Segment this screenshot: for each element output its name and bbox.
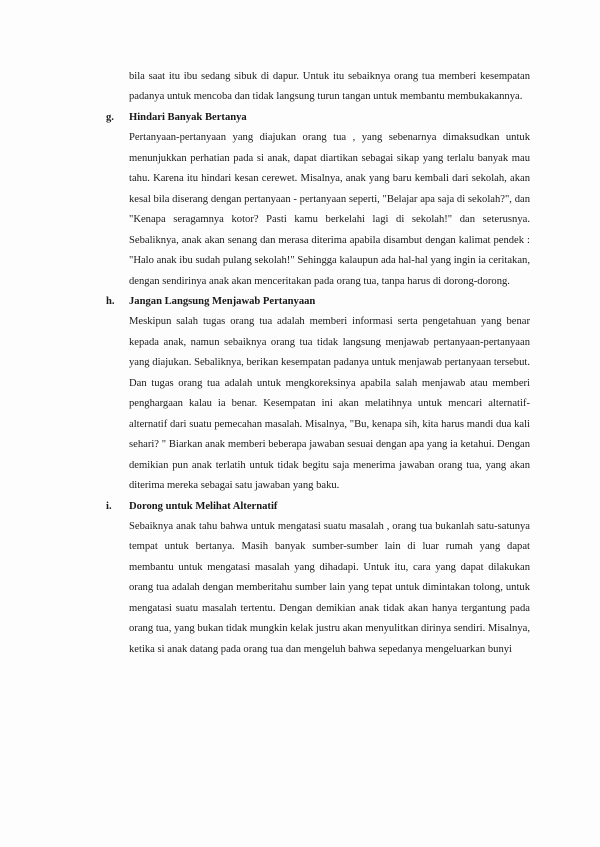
document-body bbox=[106, 67, 530, 660]
section-heading-g bbox=[106, 108, 530, 128]
section-body-g: Pertanyaan-pertanyaan yang diajukan orang tua , yang sebenarnya dimaksudkan untuk menunjukkan perhatian pada si anak, dapat diartikan sebagai sikap yang terlalu banyak mau tahu. Karena itu hindari kesan cerewet. Misalnya, anak yang baru kembali dari sekolah, akan kesal bila diserang dengan pertanyaan - pertanyaan seperti, "Belajar apa saja di sekolah?", dan "Kenapa seragamnya kotor? Pasti kamu berkelahi lagi di sekolah!" dan seterusnya. Sebaliknya, anak akan senang dan merasa diterima apabila disambut dengan kalimat pendek : "Halo anak ibu sudah pulang sekolah!" Sehingga kalaupun ada hal-hal yang ingin ia ceritakan, dengan sendirinya anak akan menceritakan pada orang tua, tanpa harus di dorong-dorong. bbox=[129, 132, 530, 287]
section-heading-i bbox=[106, 497, 530, 517]
intro-paragraph: bila saat itu ibu sedang sibuk di dapur. Untuk itu sebaiknya orang tua memberi kesempatan padanya untuk mencoba dan tidak langsung turun tangan untuk membantu membukakannya. bbox=[129, 71, 530, 103]
section-title: Hindari Banyak Bertanya bbox=[129, 111, 247, 123]
section-letter: i. bbox=[106, 500, 112, 512]
section-body-i: Sebaiknya anak tahu bahwa untuk mengatasi suatu masalah , orang tua bukanlah satu-satunya tempat untuk bertanya. Masih banyak sumber-sumber lain di luar rumah yang dapat membantu untuk mengatasi masalah yang dihadapi. Untuk itu, cara yang dapat dilakukan orang tua adalah dengan memberitahu sumber lain yang tepat untuk dimintakan tolong, untuk mengatasi suatu masalah tertentu. Dengan demikian anak tidak akan hanya tergantung pada orang tua, yang bukan tidak mungkin kelak justru akan menyulitkan dirinya sendiri. Misalnya, ketika si anak datang pada orang tua dan mengeluh bahwa sepedanya mengeluarkan bunyi bbox=[129, 520, 530, 655]
section-letter: g. bbox=[106, 111, 114, 123]
section-letter: h. bbox=[106, 295, 115, 307]
section-title: Dorong untuk Melihat Alternatif bbox=[129, 500, 278, 512]
section-heading-h bbox=[106, 292, 530, 312]
section-title: Jangan Langsung Menjawab Pertanyaan bbox=[129, 295, 316, 307]
section-body-h: Meskipun salah tugas orang tua adalah memberi informasi serta pengetahuan yang benar kepada anak, namun sebaiknya orang tua tidak langsung menjawab pertanyaan-pertanyaan yang diajukan. Sebaliknya, berikan kesempatan padanya untuk menjawab pertanyaan tersebut. Dan tugas orang tua adalah untuk mengkoreksinya apabila salah menjawab atau memberi penghargaan kalau ia benar. Kesempatan ini akan melatihnya untuk mencari alternatif-alternatif dari suatu pemecahan masalah. Misalnya, "Bu, kenapa sih, kita harus mandi dua kali sehari? " Biarkan anak memberi beberapa jawaban sesuai dengan apa yang ia ketahui. Dengan demikian pun anak terlatih untuk tidak begitu saja menerima jawaban orang tua, yang akan diterima mereka sebagai satu jawaban yang baku. bbox=[129, 316, 530, 492]
